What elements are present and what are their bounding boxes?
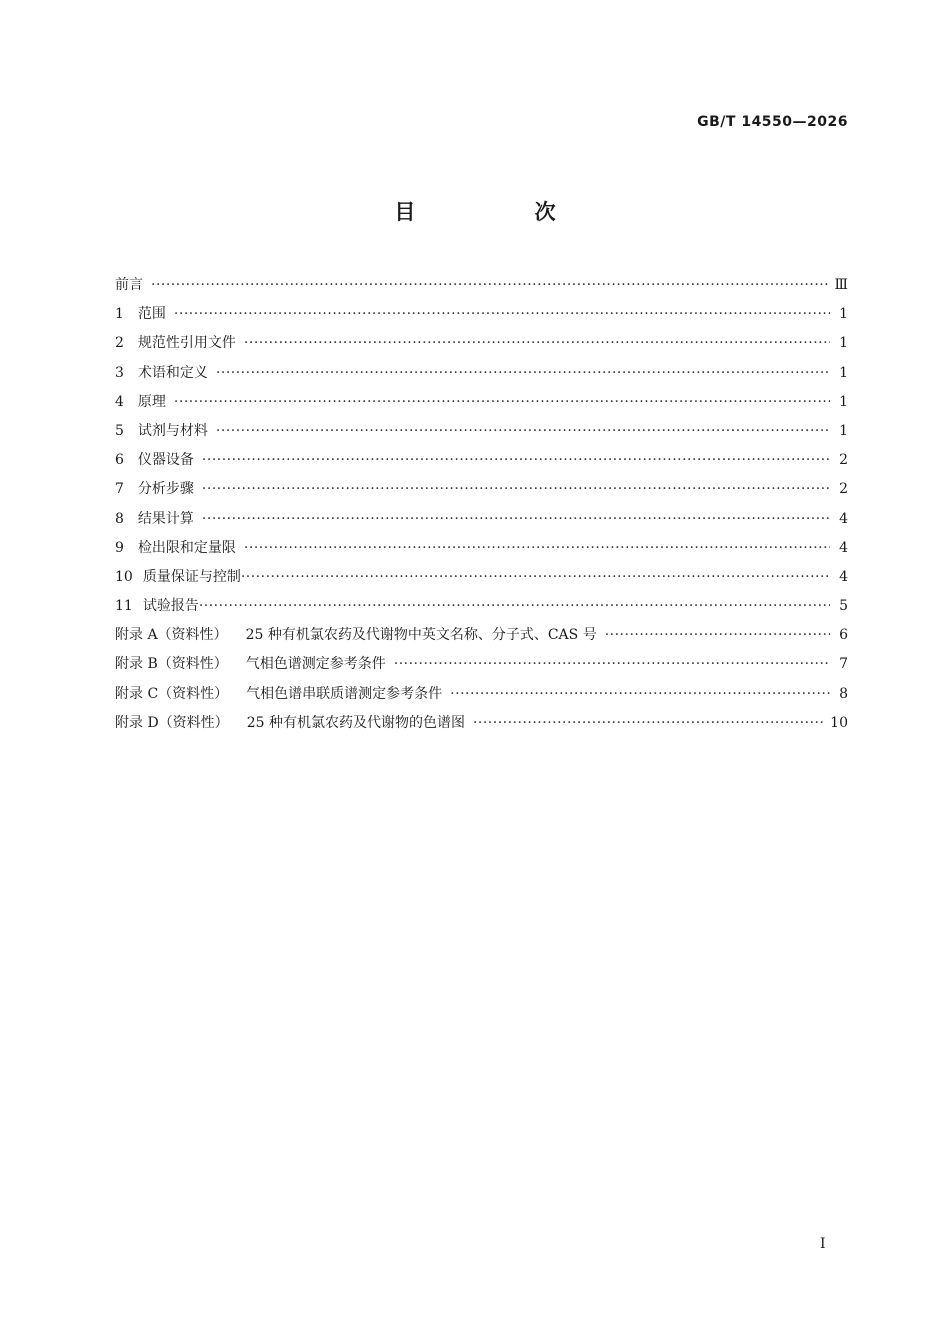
- page-title: 目 次: [394, 200, 612, 224]
- table-of-contents: [115, 271, 848, 738]
- toc-entry-number: 6: [115, 452, 124, 469]
- toc-entry-9[interactable]: [115, 534, 848, 563]
- toc-entry-page: 1: [839, 335, 848, 352]
- toc-entry-number: 4: [115, 393, 124, 410]
- toc-entry-label: 范围: [137, 306, 166, 323]
- dot-leader: [216, 359, 830, 388]
- toc-entry-appendix-b[interactable]: [115, 650, 848, 679]
- toc-entry-label: 气相色谱测定参考条件: [245, 656, 386, 673]
- toc-entry-label: 规范性引用文件: [137, 335, 236, 352]
- toc-entry-label: 术语和定义: [137, 364, 208, 381]
- toc-entry-label: 25 种有机氯农药及代谢物的色谱图: [246, 714, 465, 731]
- dot-leader: [174, 388, 830, 417]
- dot-leader: [202, 505, 830, 534]
- toc-entry-label: 试验报告: [142, 598, 199, 615]
- toc-entry-number: 1: [115, 306, 124, 323]
- toc-entry-page: 1: [839, 306, 848, 323]
- toc-entry-number: 10: [115, 568, 133, 585]
- toc-entry-page: 4: [839, 510, 848, 527]
- toc-entry-page: 5: [839, 598, 848, 615]
- dot-leader: [394, 650, 830, 679]
- dot-leader: [244, 329, 830, 358]
- toc-entry-label: 仪器设备: [137, 452, 194, 469]
- toc-entry-page: 1: [839, 393, 848, 410]
- dot-leader: [605, 621, 830, 650]
- toc-entry-label: 前言: [115, 277, 143, 293]
- toc-entry-label: 25 种有机氯农药及代谢物中英文名称、分子式、CAS 号: [245, 627, 597, 644]
- dot-leader: [151, 271, 828, 300]
- toc-entry-number: 2: [115, 335, 124, 352]
- toc-entry-7[interactable]: [115, 475, 848, 504]
- toc-entry-number: 9: [115, 539, 124, 556]
- toc-entry-page: 6: [839, 627, 848, 644]
- toc-entry-number: 5: [115, 422, 124, 439]
- toc-entry-number: 3: [115, 364, 124, 381]
- toc-entry-page: 7: [839, 656, 848, 673]
- toc-entry-page: Ⅲ: [834, 277, 848, 293]
- toc-entry-page: 10: [830, 714, 848, 731]
- toc-entry-page: 4: [839, 568, 848, 585]
- dot-leader: [473, 709, 824, 738]
- toc-entry-11[interactable]: [115, 592, 848, 621]
- toc-entry-2[interactable]: [115, 329, 848, 358]
- toc-entry-number: 7: [115, 481, 124, 498]
- toc-entry-number: 附录 A（资料性）: [115, 627, 228, 644]
- toc-entry-5[interactable]: [115, 417, 848, 446]
- dot-leader: [450, 680, 830, 709]
- toc-entry-page: 4: [839, 539, 848, 556]
- toc-entry-number: 附录 C（资料性）: [115, 685, 229, 702]
- toc-entry-appendix-a[interactable]: [115, 621, 848, 650]
- dot-leader: [199, 592, 830, 621]
- toc-entry-page: 2: [839, 481, 848, 498]
- toc-entry-number: 11: [115, 598, 133, 615]
- toc-entry-appendix-d[interactable]: [115, 709, 848, 738]
- toc-entry-8[interactable]: [115, 505, 848, 534]
- document-code: GB/T 14550—2026: [697, 114, 848, 130]
- toc-entry-page: 8: [839, 685, 848, 702]
- toc-entry-label: 气相色谱串联质谱测定参考条件: [246, 685, 443, 702]
- toc-entry-label: 结果计算: [137, 510, 194, 527]
- page-number: I: [820, 1236, 826, 1252]
- dot-leader: [241, 563, 830, 592]
- dot-leader: [216, 417, 830, 446]
- toc-entry-appendix-c[interactable]: [115, 680, 848, 709]
- toc-entry-1[interactable]: [115, 300, 848, 329]
- toc-entry-6[interactable]: [115, 446, 848, 475]
- toc-entry-label: 检出限和定量限: [137, 539, 236, 556]
- toc-entry-label: 原理: [137, 393, 166, 410]
- dot-leader: [202, 475, 830, 504]
- toc-entry-10[interactable]: [115, 563, 848, 592]
- toc-entry-4[interactable]: [115, 388, 848, 417]
- toc-entry-page: 1: [839, 364, 848, 381]
- dot-leader: [202, 446, 830, 475]
- toc-entry-number: 8: [115, 510, 124, 527]
- toc-entry-number: 附录 D（资料性）: [115, 714, 229, 731]
- toc-entry-3[interactable]: [115, 359, 848, 388]
- dot-leader: [244, 534, 830, 563]
- toc-entry-page: 2: [839, 452, 848, 469]
- toc-entry-page: 1: [839, 422, 848, 439]
- dot-leader: [174, 300, 830, 329]
- toc-entry-label: 分析步骤: [137, 481, 194, 498]
- toc-entry-number: 附录 B（资料性）: [115, 656, 228, 673]
- toc-entry-foreword[interactable]: [115, 271, 848, 300]
- toc-entry-label: 质量保证与控制: [142, 568, 241, 585]
- toc-entry-label: 试剂与材料: [137, 422, 208, 439]
